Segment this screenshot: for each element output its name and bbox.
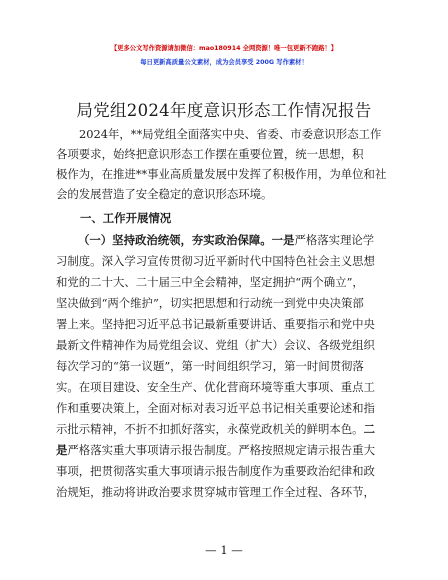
resource-banner-line1: 【更多公文写作资源请加微信：mao180914 全网资源！唯一包更新不跑路！】 xyxy=(110,45,338,52)
section-heading: 一、工作开展情况 xyxy=(80,211,172,225)
emphasis-text: 是 xyxy=(56,443,68,457)
body-line: 会的发展营造了安全稳定的意识形态环境。 xyxy=(56,187,273,201)
body-line: 实。在项目建设、安全生产、优化营商环境等重大事项、重点工 xyxy=(56,380,375,394)
body-text: 严格落实理论学 xyxy=(294,233,375,247)
body-text: 示批示精神，不折不扣抓好落实，永葆党政机关的鲜明本色。 xyxy=(56,422,364,436)
body-line: 每次学习的“第一议题”，第一时间组织学习，第一时间贯彻落 xyxy=(56,359,364,373)
body-line: 坚决做到“两个维护”，切实把思想和行动统一到党中央决策部 xyxy=(56,296,364,310)
body-line: 和党的二十大、二十届三中全会精神，坚定拥护“两个确立”， xyxy=(56,275,364,289)
body-line: 治规矩，推动将讲政治要求贯穿城市管理工作全过程、各环节， xyxy=(56,485,375,499)
emphasis-text: 二 xyxy=(363,422,375,436)
body-line xyxy=(56,421,375,437)
body-line: 事项，把贯彻落实重大事项请示报告制度作为重要政治纪律和政 xyxy=(56,464,375,478)
body-line: 习制度。深入学习宣传贯彻习近平新时代中国特色社会主义思想 xyxy=(56,254,375,268)
body-text: 严格落实重大事项请示报告制度。严格按照规定请示报告重大 xyxy=(67,443,375,457)
emphasis-text: （一）坚持政治统领，夯实政治保障。一是 xyxy=(78,233,295,247)
body-line: 极作为，在推进**事业高质量发展中发挥了积极作用，为单位和社 xyxy=(56,167,387,181)
body-line: 作和重要决策上，全面对标对表习近平总书记相关重要论述和指 xyxy=(56,401,375,415)
body-line xyxy=(78,232,374,248)
body-line: 2024年，**局党组全面落实中央、省委、市委意识形态工作 xyxy=(79,127,382,141)
body-line: 署上来。坚持把习近平总书记最新重要讲话、重要指示和党中央 xyxy=(56,317,375,331)
body-line xyxy=(56,442,375,458)
resource-banner-line2: 每日更新高质量公文素材，成为会员享受 200G 写作素材！ xyxy=(140,59,308,66)
document-title: 局党组2024年度意识形态工作情况报告 xyxy=(76,101,372,120)
body-line: 最新文件精神作为局党组会议、党组（扩大）会议、各级党组织 xyxy=(56,338,375,352)
body-line: 各项要求，始终把意识形态工作摆在重要位置，统一思想，积 xyxy=(56,147,364,161)
page-number: — 1 — xyxy=(205,543,243,557)
